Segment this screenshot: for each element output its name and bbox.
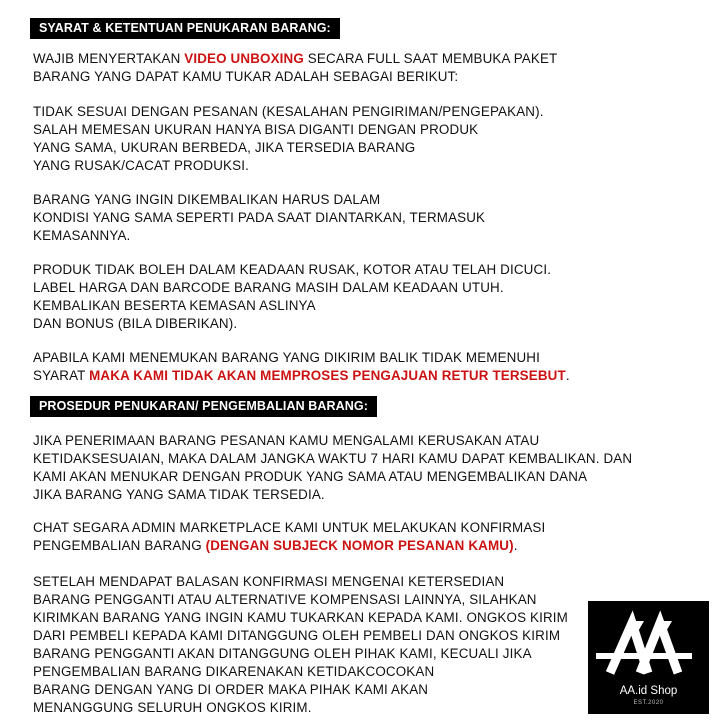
section-1-line: DAN BONUS (BILA DIBERIKAN).: [33, 316, 238, 331]
section-2-title: PROSEDUR PENUKARAN/ PENGEMBALIAN BARANG:: [30, 396, 377, 417]
section-1-line: LABEL HARGA DAN BARCODE BARANG MASIH DALAM KEADAAN UTUH.: [33, 280, 504, 295]
section-2-line: KETIDAKSESUAIAN, MAKA DALAM JANGKA WAKTU 7 HARI KAMU DAPAT KEMBALIKAN. DAN: [33, 451, 633, 466]
section-1-line: TIDAK SESUAI DENGAN PESANAN (KESALAHAN PENGIRIMAN/PENGEPAKAN).: [33, 104, 544, 119]
section-2-line: BARANG PENGGANTI ATAU ALTERNATIVE KOMPENSASI LAINNYA, SILAHKAN: [33, 592, 537, 607]
section-2-line: BARANG DENGAN YANG DI ORDER MAKA PIHAK KAMI AKAN: [33, 682, 429, 697]
section-1-line: KEMBALIKAN BESERTA KEMASAN ASLINYA: [33, 298, 316, 313]
section-2-line: PENGEMBALIAN BARANG DIKARENAKAN KETIDAKCOCOKAN: [33, 664, 435, 679]
section-1-line: YANG SAMA, UKURAN BERBEDA, JIKA TERSEDIA BARANG: [33, 140, 416, 155]
no-process-highlight: MAKA KAMI TIDAK AKAN MEMPROSES PENGAJUAN RETUR TERSEBUT: [89, 368, 566, 383]
section-1-line: YANG RUSAK/CACAT PRODUKSI.: [33, 158, 249, 173]
section-2-line: KAMI AKAN MENUKAR DENGAN PRODUK YANG SAMA ATAU MENGEMBALIKAN DANA: [33, 469, 588, 484]
section-2-line: JIKA BARANG YANG SAMA TIDAK TERSEDIA.: [33, 487, 325, 502]
section-2-line: CHAT SEGARA ADMIN MARKETPLACE KAMI UNTUK MELAKUKAN KONFIRMASI: [33, 520, 546, 535]
section-1-line: BARANG YANG DAPAT KAMU TUKAR ADALAH SEBAGAI BERIKUT:: [33, 69, 459, 84]
section-2-line: MENANGGUNG SELURUH ONGKOS KIRIM.: [33, 700, 312, 715]
section-2-line: SETELAH MENDAPAT BALASAN KONFIRMASI MENGENAI KETERSEDIAN: [33, 574, 505, 589]
section-2-line: KIRIMKAN BARANG YANG INGIN KAMU TUKARKAN KEPADA KAMI. ONGKOS KIRIM: [33, 610, 568, 625]
shop-name: AA.id Shop: [619, 685, 678, 697]
section-1-line: SYARAT MAKA KAMI TIDAK AKAN MEMPROSES PENGAJUAN RETUR TERSEBUT.: [33, 368, 570, 383]
section-1-line: KONDISI YANG SAMA SEPERTI PADA SAAT DIANTARKAN, TERMASUK: [33, 210, 486, 225]
section-1-title: SYARAT & KETENTUAN PENUKARAN BARANG:: [30, 18, 340, 39]
section-1-line: SALAH MEMESAN UKURAN HANYA BISA DIGANTI DENGAN PRODUK: [33, 122, 479, 137]
section-2-line: DARI PEMBELI KEPADA KAMI DITANGGUNG OLEH PEMBELI DAN ONGKOS KIRIM: [33, 628, 561, 643]
aa-logo-icon: [588, 601, 709, 685]
section-2-line: JIKA PENERIMAAN BARANG PESANAN KAMU MENGALAMI KERUSAKAN ATAU: [33, 433, 540, 448]
section-1-line: PRODUK TIDAK BOLEH DALAM KEADAAN RUSAK, KOTOR ATAU TELAH DICUCI.: [33, 262, 552, 277]
section-2-line: PENGEMBALIAN BARANG (DENGAN SUBJECK NOMOR PESANAN KAMU).: [33, 538, 518, 553]
section-1-line: KEMASANNYA.: [33, 228, 131, 243]
shop-established: EST.2020: [633, 700, 664, 706]
video-unboxing-highlight: VIDEO UNBOXING: [184, 51, 304, 66]
section-2-line: BARANG PENGGANTI AKAN DITANGGUNG OLEH PIHAK KAMI, KECUALI JIKA: [33, 646, 532, 661]
section-1-line: WAJIB MENYERTAKAN VIDEO UNBOXING SECARA FULL SAAT MEMBUKA PAKET: [33, 51, 558, 66]
shop-logo: [588, 601, 709, 714]
section-1-line: APABILA KAMI MENEMUKAN BARANG YANG DIKIRIM BALIK TIDAK MEMENUHI: [33, 350, 540, 365]
section-1-line: BARANG YANG INGIN DIKEMBALIKAN HARUS DALAM: [33, 192, 381, 207]
subject-order-number-highlight: (DENGAN SUBJECK NOMOR PESANAN KAMU): [205, 538, 514, 553]
